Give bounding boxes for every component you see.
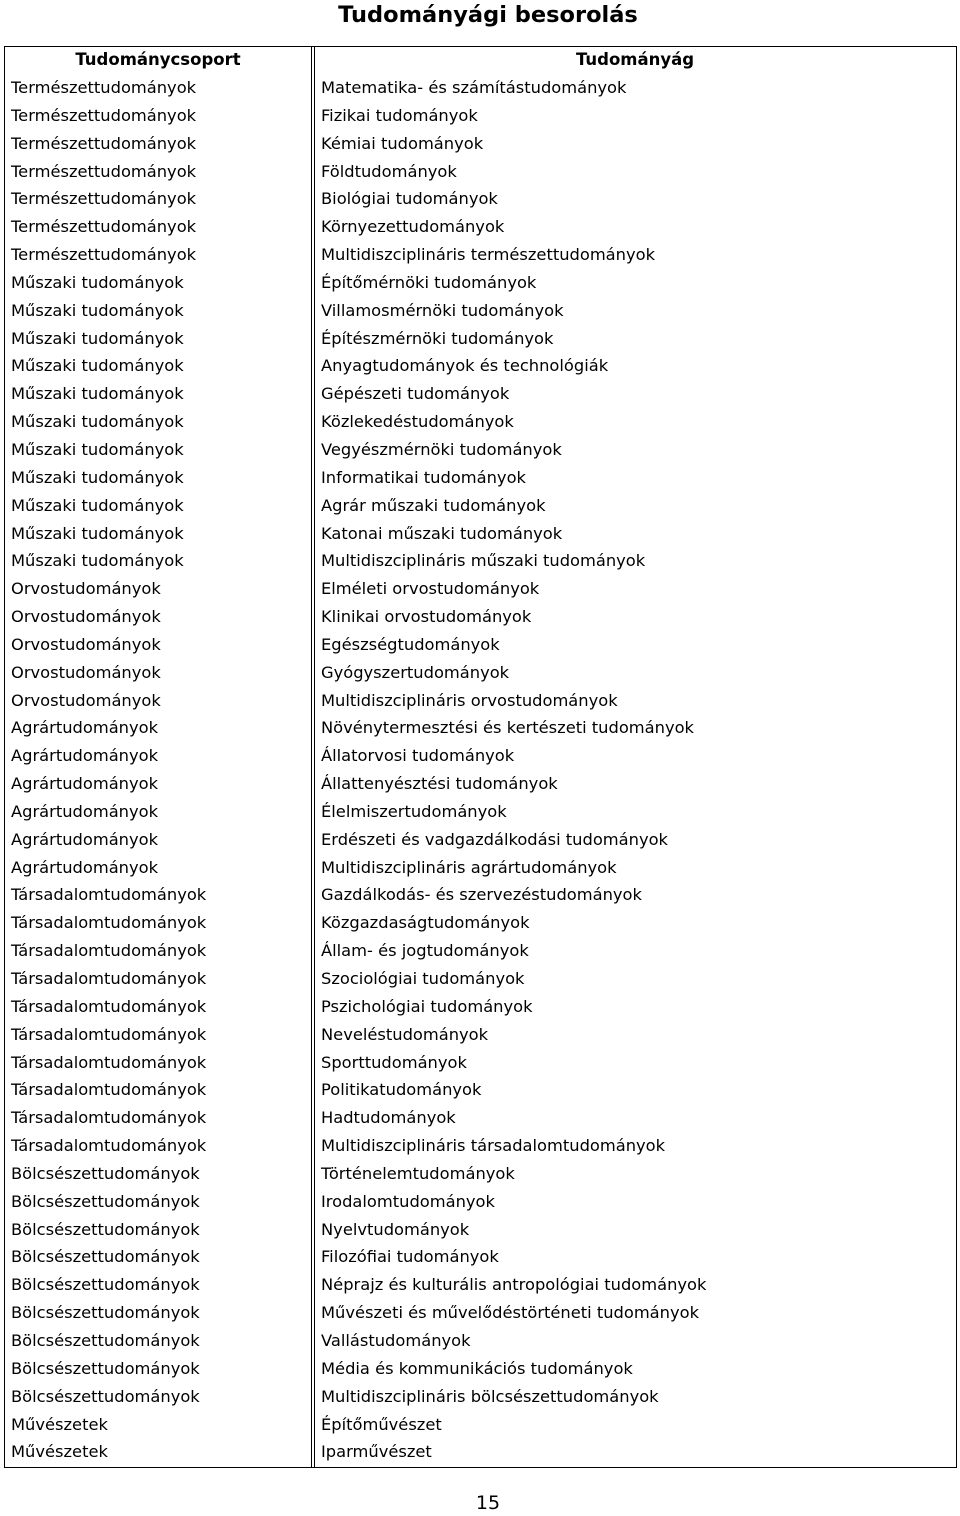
cell-group: Agrártudományok [11, 746, 159, 766]
cell-group: Orvostudományok [11, 579, 161, 599]
table-row [0, 547, 960, 575]
cell-field: Pszichológiai tudományok [321, 996, 533, 1016]
table-row [0, 213, 960, 241]
cell-group: Műszaki tudományok [11, 551, 184, 571]
table-row [0, 1132, 960, 1160]
cell-field: Politikatudományok [321, 1080, 482, 1100]
cell-field: Gazdálkodás- és szervezéstudományok [321, 885, 642, 905]
cell-group: Orvostudományok [11, 690, 161, 710]
cell-field: Katonai műszaki tudományok [321, 523, 563, 543]
cell-group: Agrártudományok [11, 774, 159, 794]
cell-group: Agrártudományok [11, 829, 159, 849]
cell-field: Elméleti orvostudományok [321, 579, 540, 599]
table-row [0, 130, 960, 158]
cell-field: Szociológiai tudományok [321, 969, 525, 988]
cell-group: Társadalomtudományok [11, 913, 207, 933]
table-row [0, 1188, 960, 1216]
table-row [0, 854, 960, 882]
table-row [0, 102, 960, 130]
cell-field: Multidiszciplináris agrártudományok [321, 857, 617, 877]
table-row [0, 436, 960, 464]
cell-field: Agrár műszaki tudományok [321, 495, 546, 515]
table-row [0, 464, 960, 492]
table-row [0, 158, 960, 186]
cell-group: Bölcsészettudományok [11, 1386, 200, 1406]
cell-group: Társadalomtudományok [11, 885, 207, 905]
table-row [0, 269, 960, 297]
cell-group: Művészetek [11, 1414, 108, 1434]
cell-group: Természettudományok [11, 161, 197, 181]
cell-field: Neveléstudományok [321, 1024, 489, 1044]
cell-group: Orvostudományok [11, 634, 161, 654]
cell-field: Egészségtudományok [321, 634, 500, 654]
table-row [0, 826, 960, 854]
cell-group: Műszaki tudományok [11, 272, 184, 292]
cell-field: Iparművészet [321, 1442, 432, 1462]
cell-group: Bölcsészettudományok [11, 1163, 200, 1183]
table-row [0, 1076, 960, 1104]
cell-field: Klinikai orvostudományok [321, 607, 532, 627]
cell-group: Agrártudományok [11, 718, 159, 738]
cell-field: Vegyészmérnöki tudományok [321, 439, 562, 459]
cell-group: Agrártudományok [11, 857, 159, 877]
cell-group: Műszaki tudományok [11, 384, 184, 404]
cell-field: Földtudományok [321, 161, 457, 181]
cell-group: Műszaki tudományok [11, 439, 184, 459]
table-row [0, 909, 960, 937]
cell-field: Anyagtudományok és technológiák [321, 356, 609, 376]
table-row [0, 1104, 960, 1132]
header-field: Tudományág [575, 50, 695, 69]
cell-field: Biológiai tudományok [321, 189, 498, 209]
cell-group: Társadalomtudományok [11, 996, 207, 1016]
cell-field: Építőmérnöki tudományok [321, 272, 537, 292]
cell-group: Természettudományok [11, 105, 197, 125]
cell-field: Irodalomtudományok [321, 1191, 495, 1211]
cell-group: Természettudományok [11, 189, 197, 209]
cell-group: Bölcsészettudományok [11, 1303, 200, 1323]
cell-field: Sporttudományok [321, 1052, 467, 1072]
table-row [0, 798, 960, 826]
cell-field: Erdészeti és vadgazdálkodási tudományok [321, 829, 668, 849]
cell-group: Orvostudományok [11, 607, 161, 627]
table-row [0, 631, 960, 659]
table-row [0, 1271, 960, 1299]
header-group: Tudománycsoport [75, 50, 241, 69]
table-row [0, 742, 960, 770]
table-row [0, 1243, 960, 1271]
table-row [0, 1355, 960, 1383]
table-row [0, 1299, 960, 1327]
cell-group: Műszaki tudományok [11, 300, 184, 320]
cell-field: Művészeti és művelődéstörténeti tudományok [321, 1303, 700, 1323]
table-row [0, 325, 960, 353]
table-row [0, 1021, 960, 1049]
cell-group: Műszaki tudományok [11, 523, 184, 543]
cell-group: Természettudományok [11, 217, 197, 237]
cell-field: Gyógyszertudományok [321, 662, 510, 682]
table-row [0, 687, 960, 715]
cell-field: Kémiai tudományok [321, 133, 484, 153]
cell-group: Orvostudományok [11, 662, 161, 682]
cell-group: Társadalomtudományok [11, 1024, 207, 1044]
cell-field: Multidiszciplináris orvostudományok [321, 690, 618, 710]
cell-group: Természettudományok [11, 78, 197, 97]
cell-field: Multidiszciplináris műszaki tudományok [321, 551, 646, 571]
cell-group: Társadalomtudományok [11, 1080, 207, 1100]
cell-group: Társadalomtudományok [11, 1052, 207, 1072]
cell-field: Közgazdaságtudományok [321, 913, 530, 933]
table-row [0, 1216, 960, 1244]
table-row [0, 520, 960, 548]
cell-field: Néprajz és kulturális antropológiai tudományok [321, 1275, 707, 1295]
cell-group: Társadalomtudományok [11, 969, 207, 988]
table-row [0, 770, 960, 798]
cell-field: Villamosmérnöki tudományok [321, 300, 564, 320]
table-row [0, 380, 960, 408]
table-row [0, 1049, 960, 1077]
table-body [0, 74, 960, 1466]
cell-group: Műszaki tudományok [11, 356, 184, 376]
cell-group: Társadalomtudományok [11, 1136, 207, 1156]
cell-field: Építőművészet [321, 1414, 442, 1434]
cell-group: Társadalomtudományok [11, 1108, 207, 1128]
cell-field: Történelemtudományok [321, 1163, 515, 1183]
cell-group: Bölcsészettudományok [11, 1247, 200, 1267]
cell-field: Filozófiai tudományok [321, 1247, 499, 1267]
cell-field: Állam- és jogtudományok [321, 941, 529, 961]
cell-field: Növénytermesztési és kertészeti tudományok [321, 718, 694, 738]
cell-field: Élelmiszertudományok [321, 801, 507, 821]
cell-field: Nyelvtudományok [321, 1219, 470, 1239]
cell-group: Műszaki tudományok [11, 328, 184, 348]
cell-field: Média és kommunikációs tudományok [321, 1358, 633, 1378]
table-row [0, 659, 960, 687]
cell-field: Vallástudományok [321, 1330, 471, 1350]
cell-field: Multidiszciplináris társadalomtudományok [321, 1136, 666, 1156]
cell-group: Természettudományok [11, 133, 197, 153]
page-title: Tudományági besorolás [338, 2, 638, 28]
cell-field: Állatorvosi tudományok [321, 746, 515, 766]
table-row [0, 1438, 960, 1466]
cell-field: Multidiszciplináris természettudományok [321, 245, 656, 265]
cell-group: Bölcsészettudományok [11, 1330, 200, 1350]
table-row [0, 575, 960, 603]
cell-group: Műszaki tudományok [11, 495, 184, 515]
cell-group: Bölcsészettudományok [11, 1275, 200, 1295]
cell-field: Gépészeti tudományok [321, 384, 510, 404]
cell-group: Műszaki tudományok [11, 467, 184, 487]
table-row [0, 297, 960, 325]
page-number: 15 [475, 1492, 501, 1514]
table-row [0, 1383, 960, 1411]
cell-group: Bölcsészettudományok [11, 1191, 200, 1211]
table-row [0, 965, 960, 993]
table-row [0, 881, 960, 909]
cell-field: Közlekedéstudományok [321, 412, 514, 432]
table-row [0, 1327, 960, 1355]
table-row [0, 937, 960, 965]
cell-group: Agrártudományok [11, 801, 159, 821]
table-row [0, 74, 960, 102]
table-row [0, 408, 960, 436]
cell-field: Állattenyésztési tudományok [321, 774, 558, 794]
cell-group: Művészetek [11, 1442, 108, 1462]
table-row [0, 241, 960, 269]
cell-group: Társadalomtudományok [11, 941, 207, 961]
table-row [0, 1160, 960, 1188]
table-row [0, 1411, 960, 1439]
table-row [0, 185, 960, 213]
cell-field: Informatikai tudományok [321, 467, 526, 487]
cell-field: Építészmérnöki tudományok [321, 328, 554, 348]
table-row [0, 492, 960, 520]
cell-field: Matematika- és számítástudományok [321, 78, 627, 97]
cell-group: Bölcsészettudományok [11, 1219, 200, 1239]
cell-group: Természettudományok [11, 245, 197, 265]
cell-field: Multidiszciplináris bölcsészettudományok [321, 1386, 659, 1406]
table-row [0, 714, 960, 742]
cell-group: Műszaki tudományok [11, 412, 184, 432]
cell-group: Bölcsészettudományok [11, 1358, 200, 1378]
cell-field: Hadtudományok [321, 1108, 456, 1128]
table-row [0, 993, 960, 1021]
cell-field: Fizikai tudományok [321, 105, 478, 125]
table-row [0, 352, 960, 380]
cell-field: Környezettudományok [321, 217, 505, 237]
table-row [0, 603, 960, 631]
